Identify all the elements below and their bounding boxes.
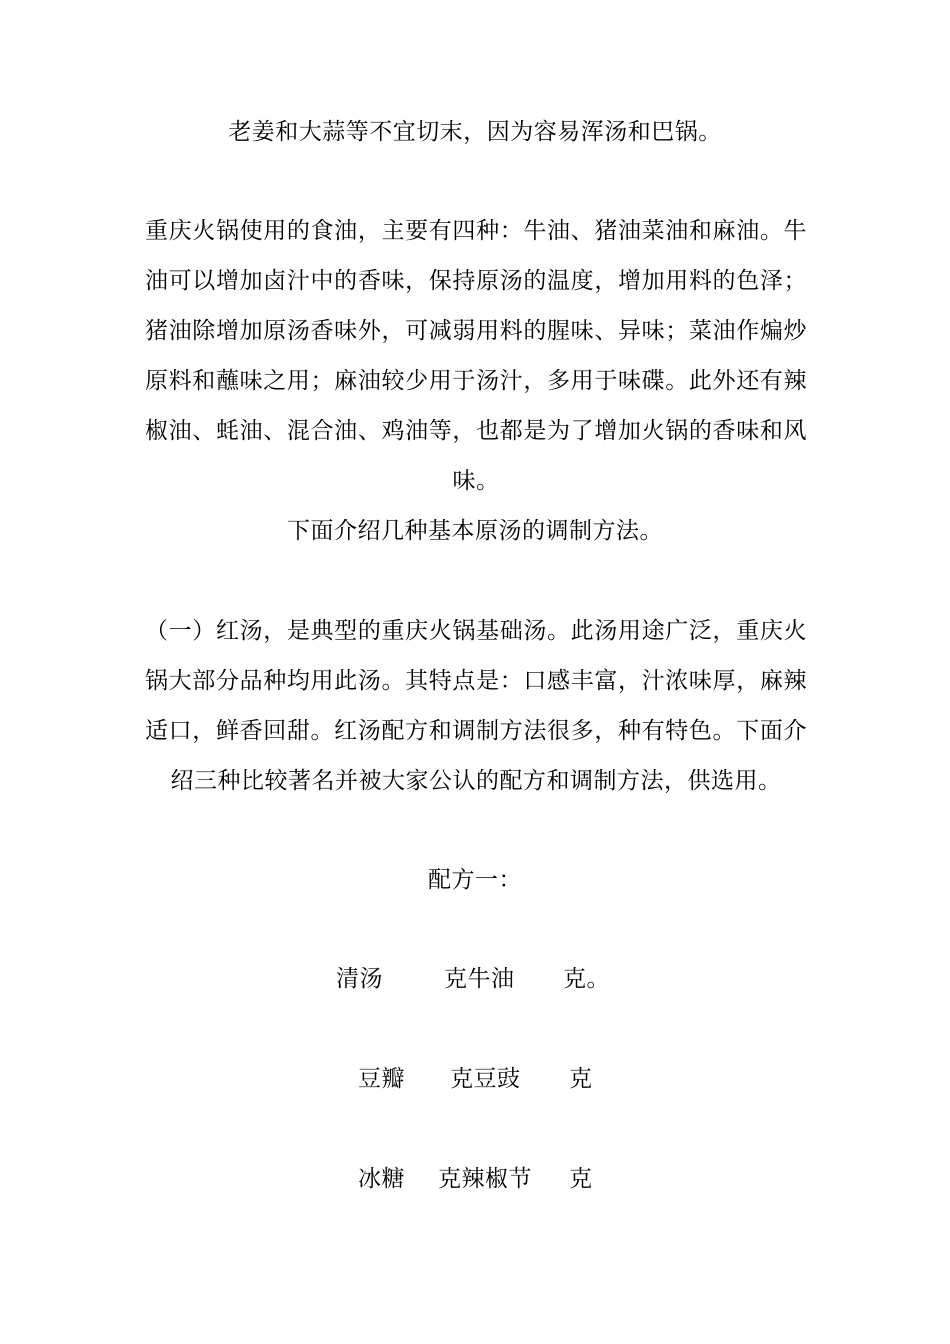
red-soup-text: （一）红汤，是典型的重庆火锅基础汤。此汤用途广泛，重庆火锅大部分品种均用此汤。其特点是：口感丰富，汁浓味厚，麻辣适口，鲜香回甜。红汤配方和调制方法很多，种有特色。下面介绍三种比较著名并被大家公认的配方和调制方法，供选用。 bbox=[145, 618, 807, 794]
recipe-row bbox=[0, 1163, 950, 1195]
recipe-item: 克 bbox=[569, 1166, 593, 1192]
recipe-item: 克牛油 bbox=[444, 966, 515, 992]
cooking-oils-paragraph bbox=[145, 206, 807, 506]
recipe-item: 冰糖 bbox=[358, 1166, 405, 1192]
recipe-item: 克 bbox=[569, 1066, 593, 1092]
ginger-note-line: 老姜和大蒜等不宜切末，因为容易浑汤和巴锅。 bbox=[228, 119, 722, 145]
recipe-item: 豆瓣 bbox=[358, 1066, 405, 1092]
cooking-oils-text: 重庆火锅使用的食油，主要有四种：牛油、猪油菜油和麻油。牛油可以增加卤汁中的香味，保持原汤的温度，增加用料的色泽；猪油除增加原汤香味外，可减弱用料的腥味、异味；菜油作煸炒原料和蘸味之用；麻油较少用于汤汁，多用于味碟。此外还有辣椒油、蚝油、混合油、鸡油等，也都是为了增加火锅的香味和风味。 bbox=[145, 218, 807, 494]
recipe-item: 克豆豉 bbox=[450, 1066, 521, 1092]
recipe-item: 克辣椒节 bbox=[438, 1166, 532, 1192]
recipe-row bbox=[0, 1063, 950, 1095]
soup-intro-line: 下面介绍几种基本原汤的调制方法。 bbox=[287, 518, 663, 544]
recipe-one-heading: 配方一： bbox=[428, 867, 522, 893]
recipe-item: 清汤 bbox=[336, 966, 383, 992]
red-soup-paragraph bbox=[145, 606, 807, 806]
recipe-row bbox=[0, 963, 950, 995]
recipe-item: 克。 bbox=[563, 966, 610, 992]
